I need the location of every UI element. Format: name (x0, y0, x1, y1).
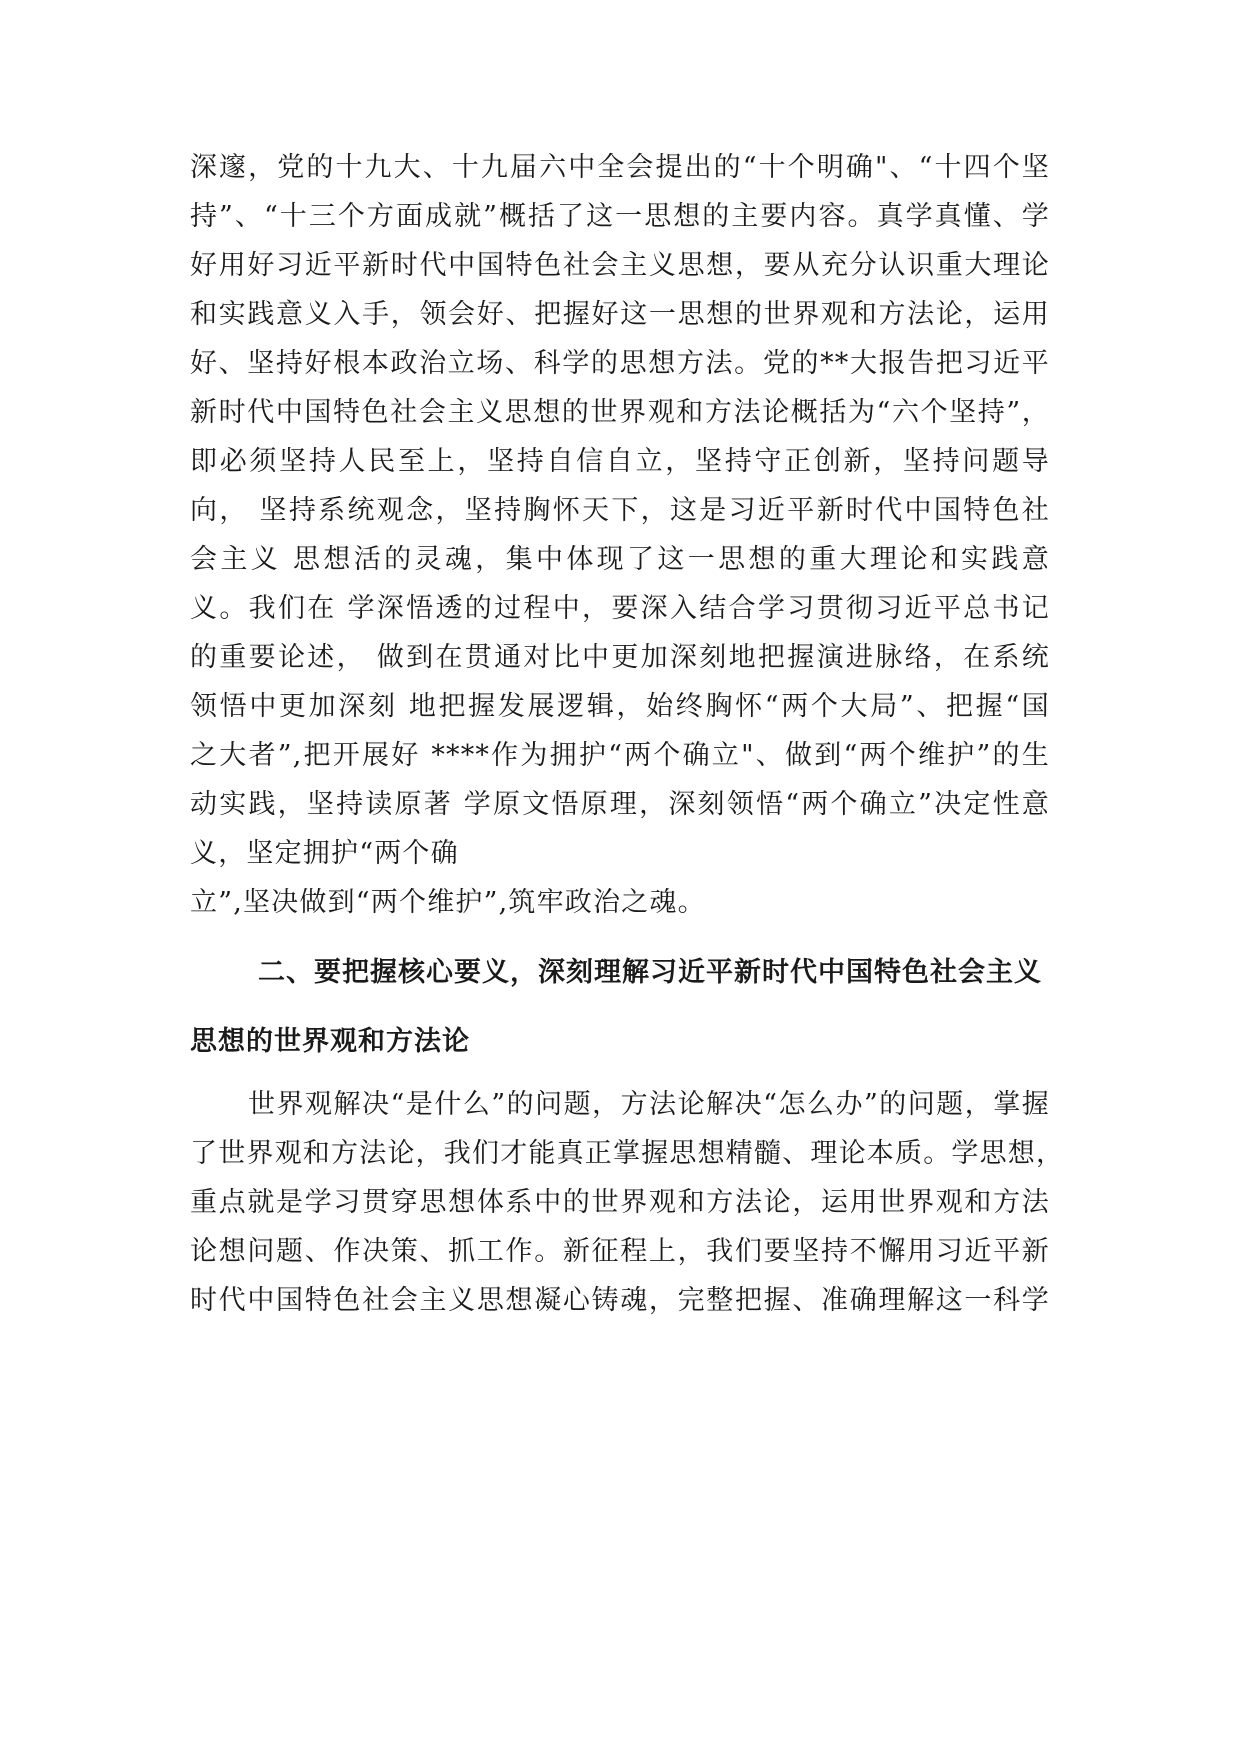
paragraph-1-line-16: 立”,坚决做到“两个维护”,筑牢政治之魂。 (190, 887, 706, 918)
paragraph-1-line-10: 义。我们在 学深悟透的过程中，要深入结合学习贯彻习近平总书记 (190, 593, 1050, 624)
paragraph-1-line-8: 向， 坚持系统观念，坚持胸怀天下，这是习近平新时代中国特色社 (190, 495, 1050, 526)
paragraph-1-line-5: 好、坚持好根本政治立场、科学的思想方法。党的**大报告把习近平 (190, 348, 1050, 379)
paragraph-1-line-4: 和实践意义入手，领会好、把握好这一思想的世界观和方法论，运用 (190, 299, 1050, 330)
paragraph-1-line-13: 之大者”,把开展好 ****作为拥护“两个确立"、做到“两个维护”的生 (190, 740, 1050, 771)
paragraph-2-line-1: 世界观解决“是什么”的问题，方法论解决“怎么办”的问题，掌握 (248, 1089, 1050, 1120)
paragraph-1-line-15: 义，坚定拥护“两个确 (190, 838, 459, 869)
paragraph-2-line-2: 了世界观和方法论，我们才能真正掌握思想精髓、理论本质。学思想， (190, 1138, 1065, 1169)
paragraph-1-line-6: 新时代中国特色社会主义思想的世界观和方法论概括为“六个坚持”， (190, 397, 1050, 428)
paragraph-2-line-4: 论想问题、作决策、抓工作。新征程上，我们要坚持不懈用习近平新 (190, 1236, 1050, 1267)
paragraph-1-line-1: 深邃，党的十九大、十九届六中全会提出的“十个明确"、“十四个坚 (190, 152, 1050, 183)
section-heading-line-2: 思想的世界观和方法论 (190, 1026, 470, 1057)
paragraph-1-line-11: 的重要论述， 做到在贯通对比中更加深刻地把握演进脉络，在系统 (190, 642, 1050, 673)
paragraph-1-line-14: 动实践，坚持读原著 学原文悟原理，深刻领悟“两个确立”决定性意 (190, 789, 1050, 820)
paragraph-1-line-7: 即必须坚持人民至上，坚持自信自立，坚持守正创新，坚持问题导 (190, 446, 1050, 477)
paragraph-1-line-3: 好用好习近平新时代中国特色社会主义思想，要从充分认识重大理论 (190, 250, 1050, 281)
paragraph-1-line-12: 领悟中更加深刻 地把握发展逻辑，始终胸怀“两个大局”、把握“国 (190, 691, 1050, 722)
section-heading-line-1: 二、要把握核心要义，深刻理解习近平新时代中国特色社会主义 (258, 957, 1042, 988)
paragraph-2-line-5: 时代中国特色社会主义思想凝心铸魂，完整把握、准确理解这一科学 (190, 1285, 1050, 1316)
paragraph-1-line-2: 持”、“十三个方面成就”概括了这一思想的主要内容。真学真懂、学 (190, 201, 1050, 232)
paragraph-1-line-9: 会主义 思想活的灵魂，集中体现了这一思想的重大理论和实践意 (190, 544, 1050, 575)
paragraph-2-line-3: 重点就是学习贯穿思想体系中的世界观和方法论，运用世界观和方法 (190, 1187, 1050, 1218)
